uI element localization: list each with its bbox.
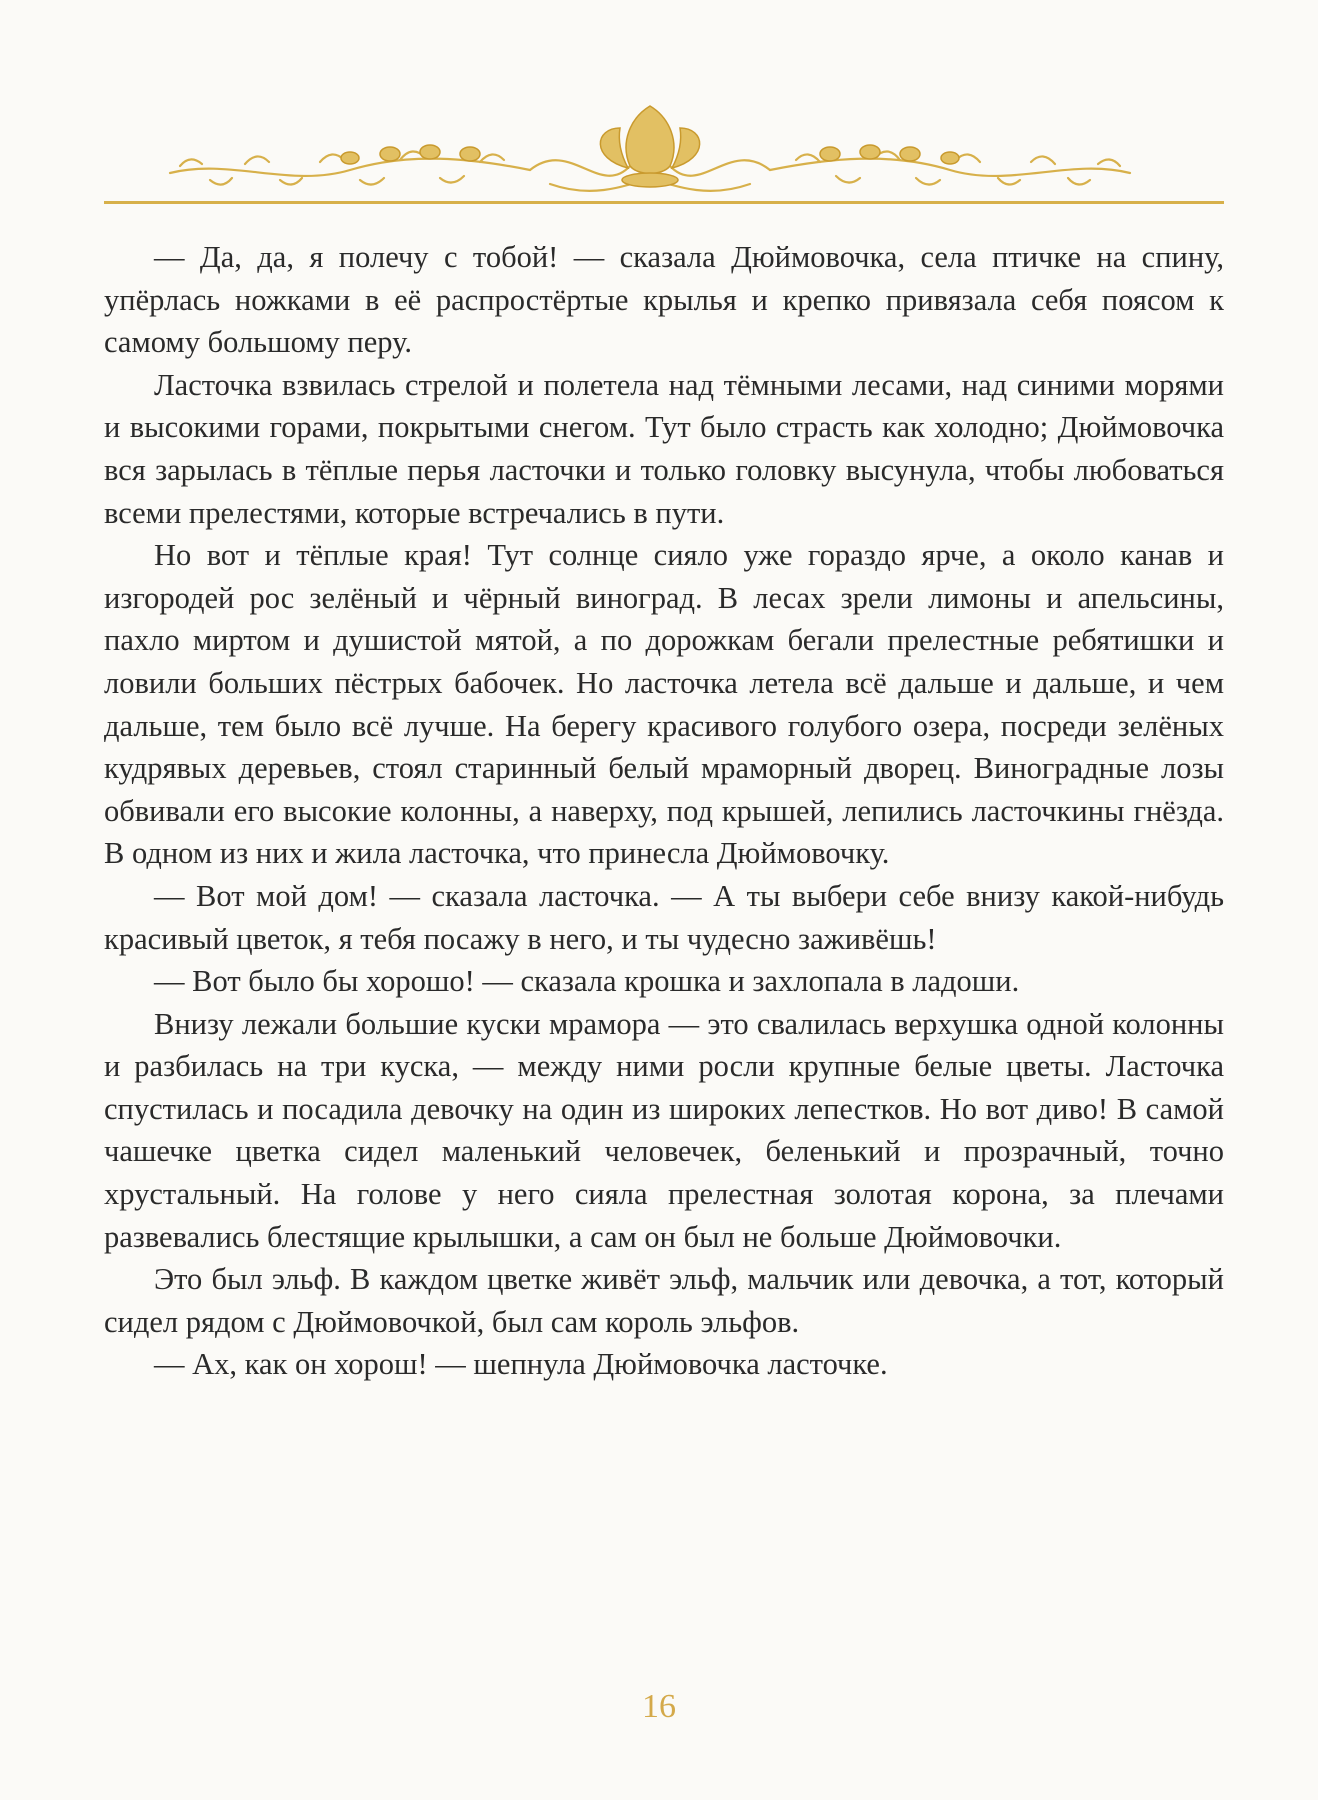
paragraph: — Да, да, я полечу с тобой! — сказала Дюймовочка, села птичке на спину, упёрлась ножками в её распростёртые крылья и крепко привязала себя поясом к самому большому перу.	[104, 240, 1224, 360]
paragraph: Ласточка взвилась стрелой и полетела над тёмными лесами, над синими морями и высокими горами, покрытыми снегом. Тут было страсть как холодно; Дюймовочка вся зарылась в тёплые перья ласточки и только головку высунула, чтобы любоваться всеми прелестями, которые встречались в пути.	[104, 367, 1224, 530]
header-rule	[104, 201, 1224, 204]
floral-ornament-icon	[150, 88, 1150, 208]
paragraph: — Ах, как он хорош! — шепнула Дюймовочка ласточке.	[154, 1347, 888, 1382]
paragraph: — Вот мой дом! — сказала ласточка. — А ты выбери себе внизу какой-нибудь красивый цветок, я тебя посажу в него, и ты чудесно заживёшь!	[104, 878, 1224, 956]
paragraph: Но вот и тёплые края! Тут солнце сияло уже гораздо ярче, а около канав и изгородей рос зелёный и чёрный виноград. В лесах зрели лимоны и апельсины, пахло миртом и душистой мятой, а по дорожкам бегали прелестные ребятишки и ловили больших пёстрых бабочек. Но ласточка летела всё дальше и дальше, и чем дальше, тем было всё лучше. На берегу красивого голубого озера, посреди зелёных кудрявых деревьев, стоял старинный белый мраморный дворец. Виноградные лозы обвивали его высокие колонны, а наверху, под крышей, лепились ласточкины гнёзда. В одном из них и жила ласточка, что принесла Дюймовочку.	[104, 538, 1224, 871]
page-number: 16	[642, 1688, 676, 1725]
paragraph: Внизу лежали большие куски мрамора — это свалилась верхушка одной колонны и разбилась на три куска, — между ними росли крупные белые цветы. Ласточка спустилась и посадила девочку на один из широких лепестков. Но вот диво! В самой чашечке цветка сидел маленький человечек, беленький и прозрачный, точно хрустальный. На голове у него сияла прелестная золотая корона, за плечами развевались блестящие крылышки, а сам он был не больше Дюймовочки.	[104, 1006, 1224, 1254]
story-text	[104, 236, 1224, 1386]
paragraph: Это был эльф. В каждом цветке живёт эльф, мальчик или девочка, а тот, который сидел рядом с Дюймовочкой, был сам король эльфов.	[104, 1262, 1224, 1339]
paragraph: — Вот было бы хорошо! — сказала крошка и захлопала в ладоши.	[154, 964, 1020, 999]
